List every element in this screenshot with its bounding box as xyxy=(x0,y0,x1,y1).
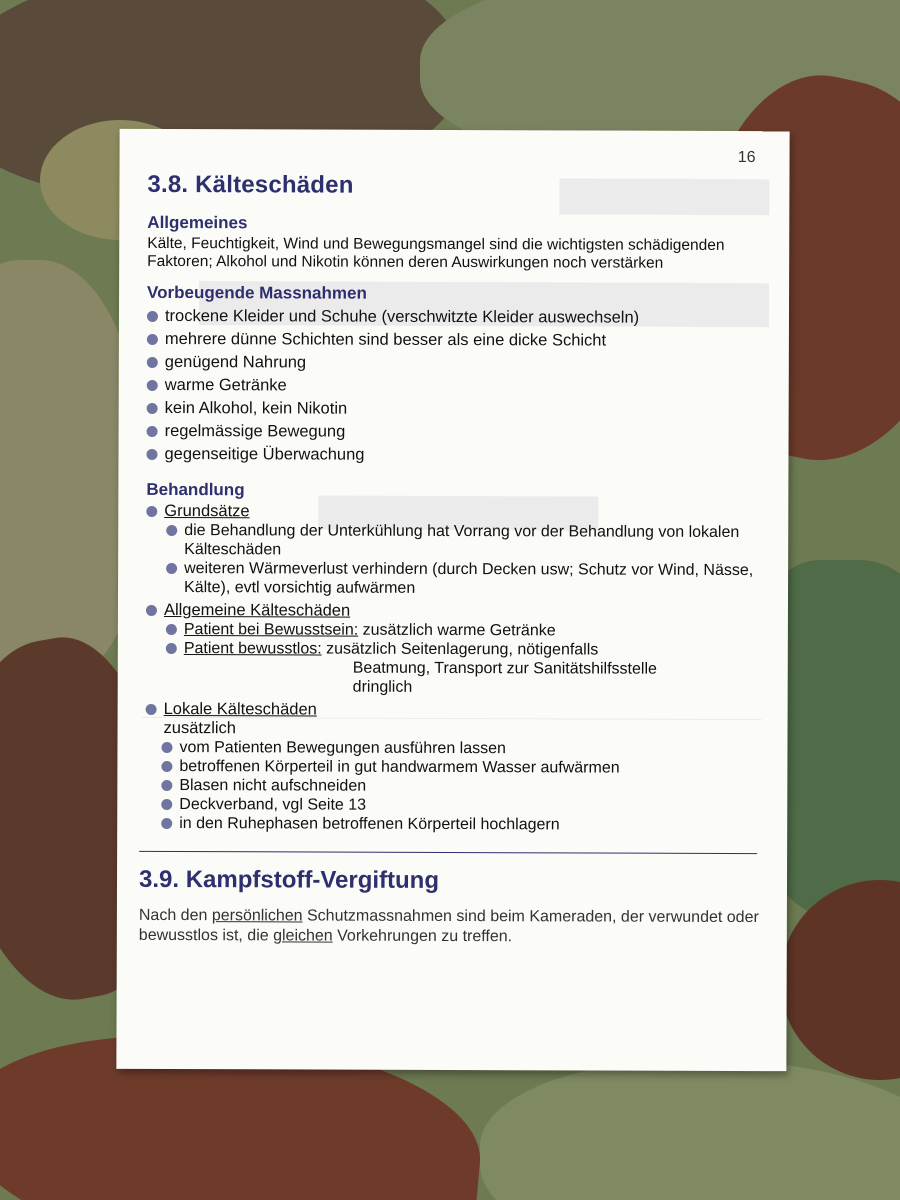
list-item-grundsaetze xyxy=(142,502,772,599)
list-item: Patient bewusstlos: zusätzlich Seitenlagerung, nötigenfalls Beatmung, Transport zur Sanitätshilfsstelle dringlich xyxy=(164,639,772,698)
label-grundsaetze: Grundsätze xyxy=(164,501,250,521)
heading-vorbeugende-massnahmen: Vorbeugende Massnahmen xyxy=(147,282,367,303)
list-item-allgemeine xyxy=(142,601,772,698)
paragraph-allgemeines: Kälte, Feuchtigkeit, Wind und Bewegungsmangel sind die wichtigsten schädigenden Faktoren; Alkohol und Nikotin können deren Auswirkungen noch verstärken xyxy=(147,234,725,272)
list-item: Deckverband, vgl Seite 13 xyxy=(159,795,771,816)
bullet-icon xyxy=(161,780,172,791)
list-item: mehrere dünne Schichten sind besser als eine dicke Schicht xyxy=(143,328,773,353)
section-divider xyxy=(139,851,757,854)
bullet-icon xyxy=(146,605,157,616)
bullet-icon xyxy=(146,449,157,460)
list-item: regelmässige Bewegung xyxy=(143,420,773,445)
prevention-list xyxy=(142,305,773,468)
label-allgemeine-kaelteschaeden: Allgemeine Kälteschäden xyxy=(163,600,351,620)
grundsaetze-sublist xyxy=(164,521,772,599)
lokale-sublist xyxy=(159,738,771,835)
page-content xyxy=(138,170,774,948)
camo-patch xyxy=(780,880,900,1080)
allgemeine-sublist xyxy=(164,620,772,698)
list-item: gegenseitige Überwachung xyxy=(142,443,772,468)
bullet-icon xyxy=(166,563,177,574)
camo-patch xyxy=(480,1060,900,1200)
bullet-icon xyxy=(147,311,158,322)
bullet-icon xyxy=(146,506,157,517)
label-lokale-kaelteschaeden: Lokale Kälteschäden xyxy=(163,699,317,719)
list-item: weiteren Wärmeverlust verhindern (durch Decken usw; Schutz vor Wind, Nässe, Kälte), evtl vorsichtig aufwärmen xyxy=(164,559,772,599)
lokale-intro: zusätzlich xyxy=(163,718,237,738)
list-item: warme Getränke xyxy=(143,374,773,399)
bullet-icon xyxy=(147,334,158,345)
bullet-icon xyxy=(146,704,157,715)
bullet-icon xyxy=(147,403,158,414)
bullet-icon xyxy=(161,799,172,810)
treatment-list xyxy=(141,502,772,835)
list-item-lokale xyxy=(141,700,771,835)
booklet-page xyxy=(116,129,789,1071)
bullet-icon xyxy=(161,742,172,753)
bullet-icon xyxy=(166,624,177,635)
bullet-icon xyxy=(147,357,158,368)
bullet-icon xyxy=(166,525,177,536)
section-title-kampfstoff: 3.9. Kampfstoff-Vergiftung xyxy=(138,865,440,894)
paragraph-kampfstoff: Nach den persönlichen Schutzmassnahmen sind beim Kameraden, der verwundet oder bewusstlos ist, die gleichen Vorkehrungen zu treffen. xyxy=(138,906,759,946)
list-item: betroffenen Körperteil in gut handwarmem Wasser aufwärmen xyxy=(159,757,771,778)
heading-behandlung: Behandlung xyxy=(146,479,245,500)
list-item: die Behandlung der Unterkühlung hat Vorrang vor der Behandlung von lokalen Kälteschäden xyxy=(164,521,772,561)
section-title-kaelteschaeden: 3.8. Kälteschäden xyxy=(147,170,354,199)
list-item: trockene Kleider und Schuhe (verschwitzte Kleider auswechseln) xyxy=(143,305,773,330)
page-number: 16 xyxy=(737,148,756,167)
heading-allgemeines: Allgemeines xyxy=(147,212,248,233)
list-item: vom Patienten Bewegungen ausführen lassen xyxy=(159,738,771,759)
list-item: genügend Nahrung xyxy=(143,351,773,376)
bullet-icon xyxy=(161,761,172,772)
bullet-icon xyxy=(147,380,158,391)
bullet-icon xyxy=(147,426,158,437)
list-item: Blasen nicht aufschneiden xyxy=(159,776,771,797)
list-item: in den Ruhephasen betroffenen Körperteil hochlagern xyxy=(159,814,771,835)
list-item: Patient bei Bewusstsein: zusätzlich warme Getränke xyxy=(164,620,772,641)
bullet-icon xyxy=(166,643,177,654)
list-item: kein Alkohol, kein Nikotin xyxy=(143,397,773,422)
bullet-icon xyxy=(161,818,172,829)
